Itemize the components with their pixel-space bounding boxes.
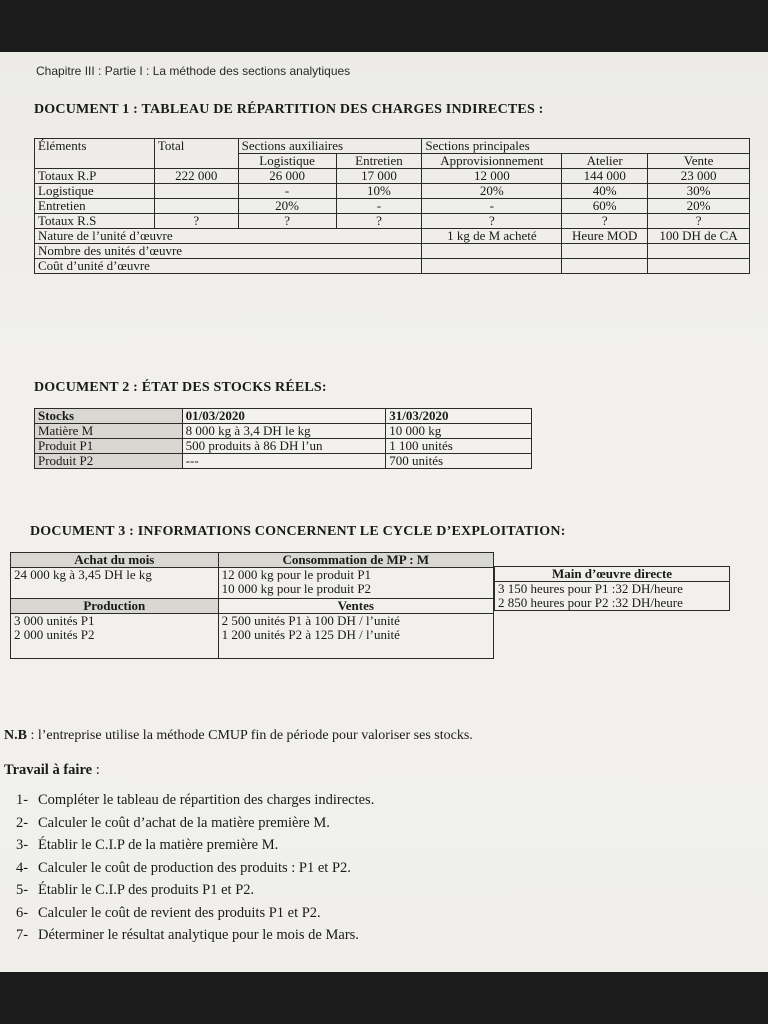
mod-table: Main d’œuvre directe 3 150 heures pour P1 :32 DH/heure 2 850 heures pour P2 :32 DH/heure bbox=[494, 566, 730, 611]
col-atelier: Atelier bbox=[562, 154, 648, 169]
doc2-title: DOCUMENT 2 : ÉTAT DES STOCKS RÉELS: bbox=[34, 380, 327, 395]
task-item: 5- Établir le C.I.P des produits P1 et P2. bbox=[16, 882, 255, 898]
cycle-table: Achat du mois Consommation de MP : M 24 000 kg à 3,45 DH le kg 12 000 kg pour le produit P1 10 000 kg pour le produit P2 Production Ventes 3 000 unités P1 2 000 unités P2 2 500 unités P1 à 100 DH / l’unité 1 200 unités P2 à 125 DH / l’unité bbox=[10, 552, 494, 659]
doc1-title: DOCUMENT 1 : TABLEAU DE RÉPARTITION DES CHARGES INDIRECTES : bbox=[34, 102, 544, 117]
task-item: 7- Déterminer le résultat analytique pour le mois de Mars. bbox=[16, 927, 359, 943]
col-elements: Éléments bbox=[35, 139, 155, 169]
task-item: 6- Calculer le coût de revient des produits P1 et P2. bbox=[16, 904, 321, 921]
stock-row-m: Matière M 8 000 kg à 3,4 DH le kg 10 000 kg bbox=[35, 424, 532, 439]
task-item: 4- Calculer le coût de production des produits : P1 et P2. bbox=[16, 859, 351, 876]
task-item: 3- Établir le C.I.P de la matière première M. bbox=[16, 837, 279, 853]
travail-title: Travail à faire : bbox=[4, 762, 100, 778]
stock-row-p2: Produit P2 --- 700 unités bbox=[35, 454, 532, 469]
col-aux: Sections auxiliaires bbox=[238, 139, 422, 154]
row-entretien: Entretien 20% - - 60% 20% bbox=[35, 199, 750, 214]
row-logistique: Logistique - 10% 20% 40% 30% bbox=[35, 184, 750, 199]
row-trp: Totaux R.P 222 000 26 000 17 000 12 000 144 000 23 000 bbox=[35, 169, 750, 184]
chapter-header: Chapitre III : Partie I : La méthode des sections analytiques bbox=[36, 64, 351, 78]
document-page bbox=[0, 52, 768, 972]
row-cout: Coût d’unité d’œuvre bbox=[35, 259, 750, 274]
row-nature: Nature de l’unité d’œuvre 1 kg de M acheté Heure MOD 100 DH de CA bbox=[35, 229, 750, 244]
charges-table bbox=[34, 138, 750, 274]
col-princ: Sections principales bbox=[422, 139, 750, 154]
col-entretien: Entretien bbox=[336, 154, 422, 169]
row-nombre: Nombre des unités d’œuvre bbox=[35, 244, 750, 259]
doc3-title: DOCUMENT 3 : INFORMATIONS CONCERNENT LE CYCLE D’EXPLOITATION: bbox=[30, 524, 566, 539]
col-logistique: Logistique bbox=[238, 154, 336, 169]
col-vente: Vente bbox=[648, 154, 750, 169]
stocks-table: Stocks 01/03/2020 31/03/2020 Matière M 8 000 kg à 3,4 DH le kg 10 000 kg Produit P1 500 produits à 86 DH l’un 1 100 unités Produit P2 --- 700 unités bbox=[34, 408, 532, 469]
row-trs: Totaux R.S ? ? ? ? ? ? bbox=[35, 214, 750, 229]
task-item: 2- Calculer le coût d’achat de la matière première M. bbox=[16, 814, 330, 831]
task-item: 1- Compléter le tableau de répartition des charges indirectes. bbox=[16, 792, 375, 808]
task-list bbox=[16, 792, 374, 950]
col-appro: Approvisionnement bbox=[422, 154, 562, 169]
nota-bene: N.B : l’entreprise utilise la méthode CMUP fin de période pour valoriser ses stocks. bbox=[4, 728, 473, 743]
col-total: Total bbox=[154, 139, 238, 169]
stock-row-p1: Produit P1 500 produits à 86 DH l’un 1 100 unités bbox=[35, 439, 532, 454]
